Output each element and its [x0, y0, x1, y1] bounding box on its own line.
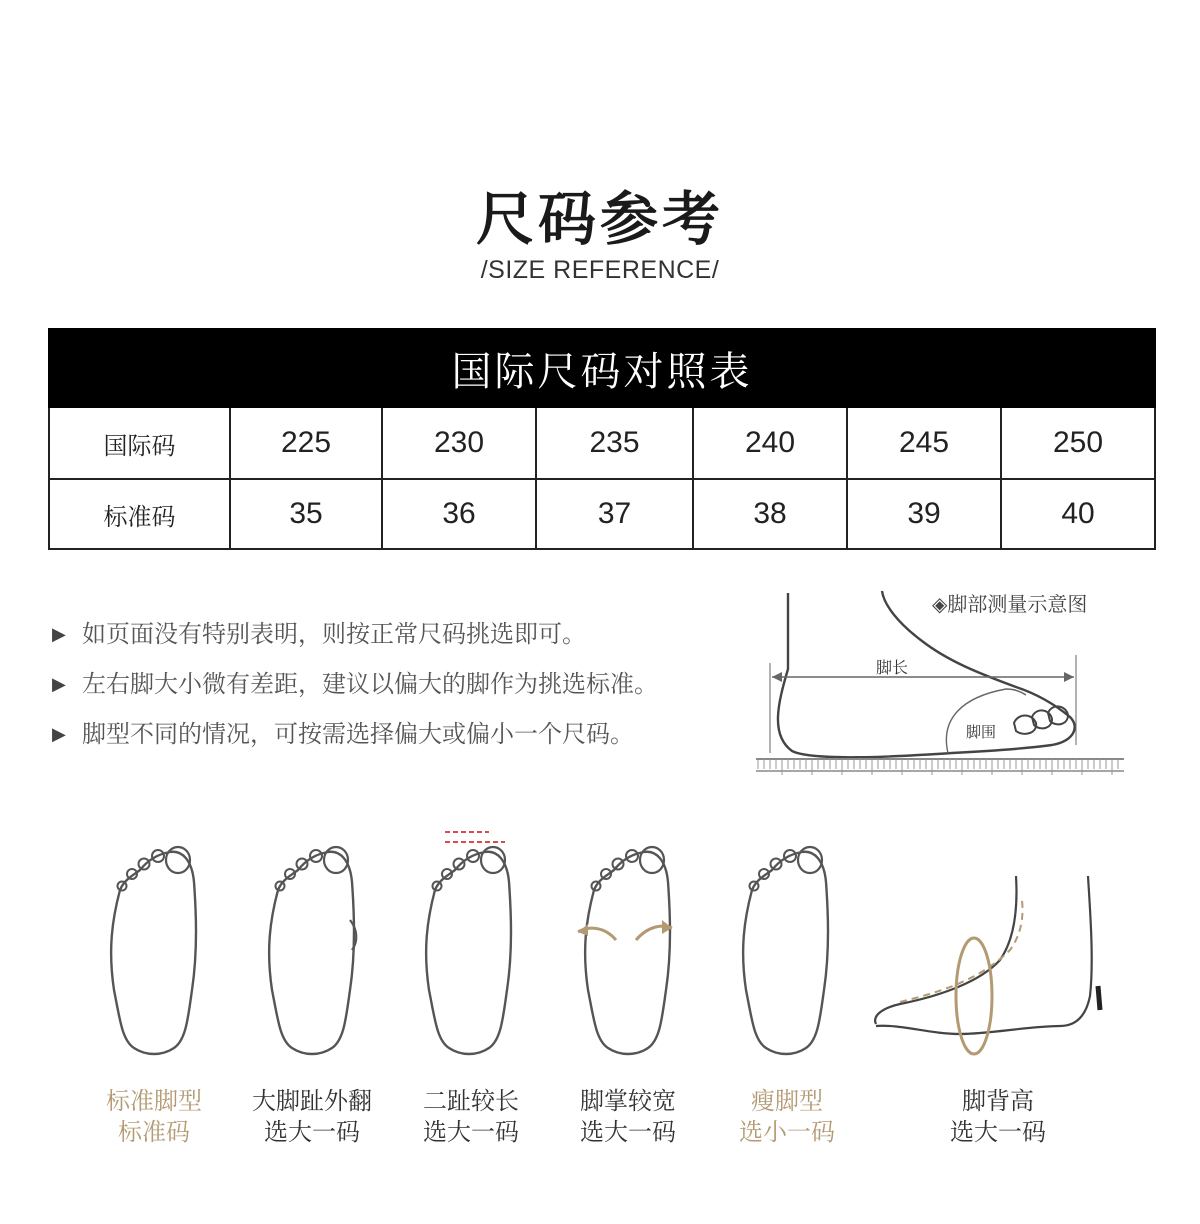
- size-cell: 35: [230, 479, 382, 549]
- foot-type-caption: [381, 1086, 561, 1148]
- note-item: [52, 712, 658, 762]
- note-text: 左右脚大小微有差距，建议以偏大的脚作为挑选标准。: [82, 670, 658, 698]
- size-cell: 36: [382, 479, 536, 549]
- triangle-bullet-icon: ▶: [52, 624, 66, 645]
- foot-type-caption: [222, 1086, 402, 1148]
- ruler-icon: [756, 759, 1124, 775]
- foot-length-label: 脚长: [876, 658, 909, 677]
- foot-type-name: 二趾较长: [423, 1087, 519, 1115]
- bunion-foot-icon: [269, 847, 356, 1054]
- size-cell: 40: [1001, 479, 1155, 549]
- foot-type-name: 大脚趾外翻: [252, 1087, 372, 1115]
- size-conversion-table: [48, 328, 1156, 550]
- size-cell: 225: [230, 407, 382, 479]
- size-notes: [52, 612, 658, 762]
- wide-foot-icon: [578, 847, 672, 1054]
- foot-type-caption: [538, 1086, 718, 1148]
- foot-type-advice: 选大一码: [423, 1118, 519, 1146]
- high-instep-foot-icon: [875, 876, 1100, 1054]
- foot-type-advice: 选小一码: [739, 1118, 835, 1146]
- foot-type-name: 脚背高: [962, 1087, 1034, 1115]
- arrow-head-icon: [772, 672, 782, 682]
- diagram-title: ◈脚部测量示意图: [932, 592, 1088, 616]
- page-subtitle: /SIZE REFERENCE/: [480, 256, 720, 284]
- size-cell: 240: [693, 407, 847, 479]
- slim-foot-icon: [743, 847, 828, 1054]
- foot-type-advice: 选大一码: [264, 1118, 360, 1146]
- size-cell: 230: [382, 407, 536, 479]
- triangle-bullet-icon: ▶: [52, 674, 66, 695]
- row-label: 国际码: [49, 407, 230, 479]
- table-row-standard: [49, 479, 1155, 549]
- size-cell: 39: [847, 479, 1001, 549]
- foot-type-name: 瘦脚型: [751, 1087, 823, 1115]
- foot-type-advice: 选大一码: [580, 1118, 676, 1146]
- foot-type-name: 标准脚型: [106, 1087, 202, 1115]
- row-label: 标准码: [49, 479, 230, 549]
- foot-type-caption: [908, 1086, 1088, 1148]
- triangle-bullet-icon: ▶: [52, 724, 66, 745]
- note-item: [52, 662, 658, 712]
- foot-type-caption: [697, 1086, 877, 1148]
- note-item: [52, 612, 658, 662]
- foot-type-caption: [64, 1086, 244, 1148]
- standard-foot-icon: [111, 847, 196, 1054]
- size-cell: 250: [1001, 407, 1155, 479]
- foot-type-advice: 选大一码: [950, 1118, 1046, 1146]
- note-text: 脚型不同的情况，可按需选择偏大或偏小一个尺码。: [82, 720, 634, 748]
- foot-measurement-diagram: [752, 585, 1142, 777]
- size-cell: 38: [693, 479, 847, 549]
- foot-type-name: 脚掌较宽: [580, 1087, 676, 1115]
- foot-girth-label: 脚围: [966, 723, 997, 741]
- table-caption: 国际尺码对照表: [49, 329, 1155, 407]
- table-row-international: [49, 407, 1155, 479]
- foot-type-advice: 标准码: [118, 1118, 190, 1146]
- size-cell: 235: [536, 407, 693, 479]
- long-second-toe-foot-icon: [426, 832, 511, 1054]
- size-cell: 37: [536, 479, 693, 549]
- page-title: 尺码参考: [475, 185, 724, 253]
- arrow-head-icon: [1064, 672, 1074, 682]
- size-cell: 245: [847, 407, 1001, 479]
- note-text: 如页面没有特别表明，则按正常尺码挑选即可。: [82, 620, 586, 648]
